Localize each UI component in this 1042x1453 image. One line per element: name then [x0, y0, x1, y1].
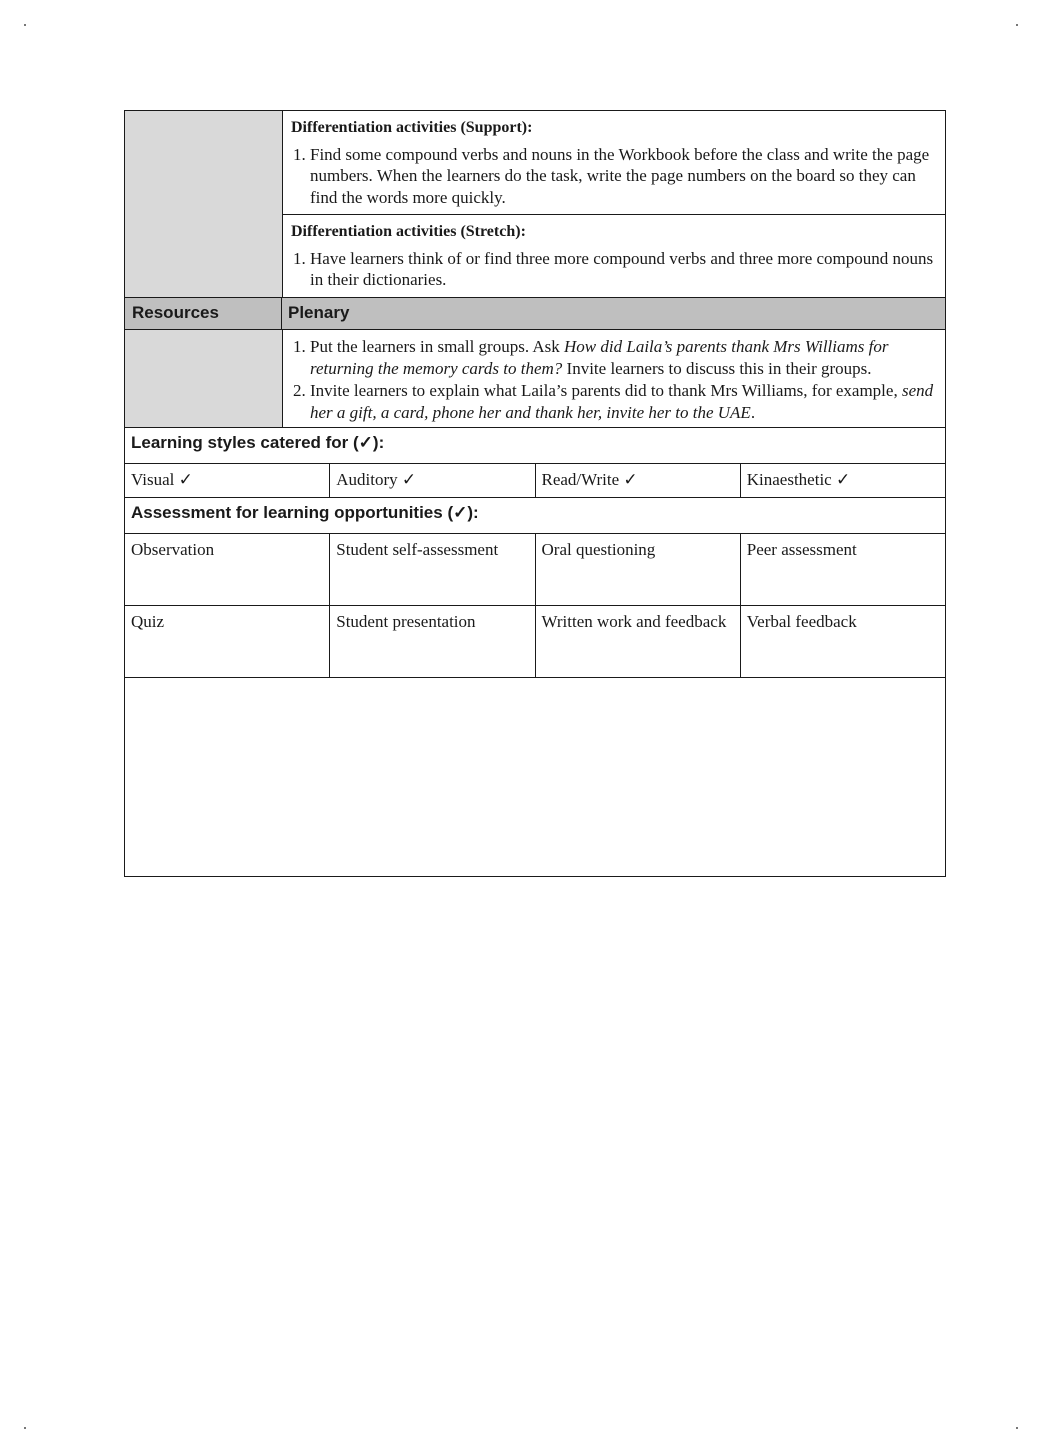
- assessment-option: Written work and feedback: [535, 606, 740, 677]
- plenary-content: [283, 330, 945, 427]
- assessment-title: Assessment for learning opportunities (✓):: [125, 498, 945, 534]
- plenary-item-text: .: [750, 402, 756, 422]
- stretch-section: [283, 214, 945, 297]
- assessment-row: [125, 534, 945, 606]
- crop-mark: [24, 24, 26, 26]
- stretch-heading: Differentiation activities (Stretch):: [291, 223, 526, 240]
- crop-mark: [1016, 1427, 1018, 1429]
- plenary-row: [125, 330, 945, 428]
- crop-mark: [24, 1427, 26, 1429]
- plenary-header-row: [125, 298, 945, 330]
- plenary-item-text: Invite learners to explain what Laila’s parents did to thank Mrs Williams, for example,: [310, 380, 902, 400]
- assessment-option: Student self-assessment: [329, 534, 534, 605]
- lesson-plan-table: [124, 110, 946, 877]
- support-section: [283, 111, 945, 214]
- plenary-item-text: Invite learners to discuss this in their groups.: [562, 358, 872, 378]
- assessment-row: [125, 606, 945, 678]
- differentiation-column: [283, 111, 945, 297]
- resources-column-blank: [125, 111, 283, 297]
- plenary-item: [310, 336, 937, 380]
- assessment-option: Student presentation: [329, 606, 534, 677]
- resources-column-blank: [125, 330, 283, 427]
- support-list: [291, 144, 937, 209]
- style-visual: Visual ✓: [131, 469, 193, 489]
- assessment-option: Oral questioning: [535, 534, 740, 605]
- plenary-question: How did Laila’s parents thank Mrs Williams for returning the memory cards to them?: [310, 336, 889, 378]
- plenary-label: Plenary: [288, 302, 350, 322]
- learning-styles-row: [125, 464, 945, 498]
- notes-area: [125, 678, 945, 876]
- stretch-list: [291, 248, 937, 291]
- resources-label: Resources: [125, 298, 282, 329]
- assessment-option: Observation: [131, 539, 215, 559]
- support-item: 1. Find some compound verbs and nouns in the Workbook before the class and write the page numbers. When the learners do the task, write the page numbers on the board so they can find the words more quickly.: [310, 144, 937, 209]
- learning-styles-title: Learning styles catered for (✓):: [125, 428, 945, 464]
- support-heading: Differentiation activities (Support):: [291, 119, 533, 136]
- style-kinaesthetic: Kinaesthetic ✓: [740, 464, 945, 497]
- plenary-item-text: Put the learners in small groups. Ask: [310, 336, 565, 356]
- differentiation-row: [125, 111, 945, 298]
- style-read-write: Read/Write ✓: [535, 464, 740, 497]
- assessment-option: Verbal feedback: [740, 606, 945, 677]
- stretch-item: 1. Have learners think of or find three more compound verbs and three more compound nouns in their dictionaries.: [310, 248, 937, 291]
- style-auditory: Auditory ✓: [329, 464, 534, 497]
- plenary-examples: send her a gift, a card, phone her and thank her, invite her to the UAE: [310, 380, 934, 422]
- plenary-list: [291, 336, 937, 424]
- assessment-option: Peer assessment: [740, 534, 945, 605]
- assessment-option: Quiz: [131, 611, 165, 631]
- plenary-item: [310, 380, 937, 424]
- crop-mark: [1016, 24, 1018, 26]
